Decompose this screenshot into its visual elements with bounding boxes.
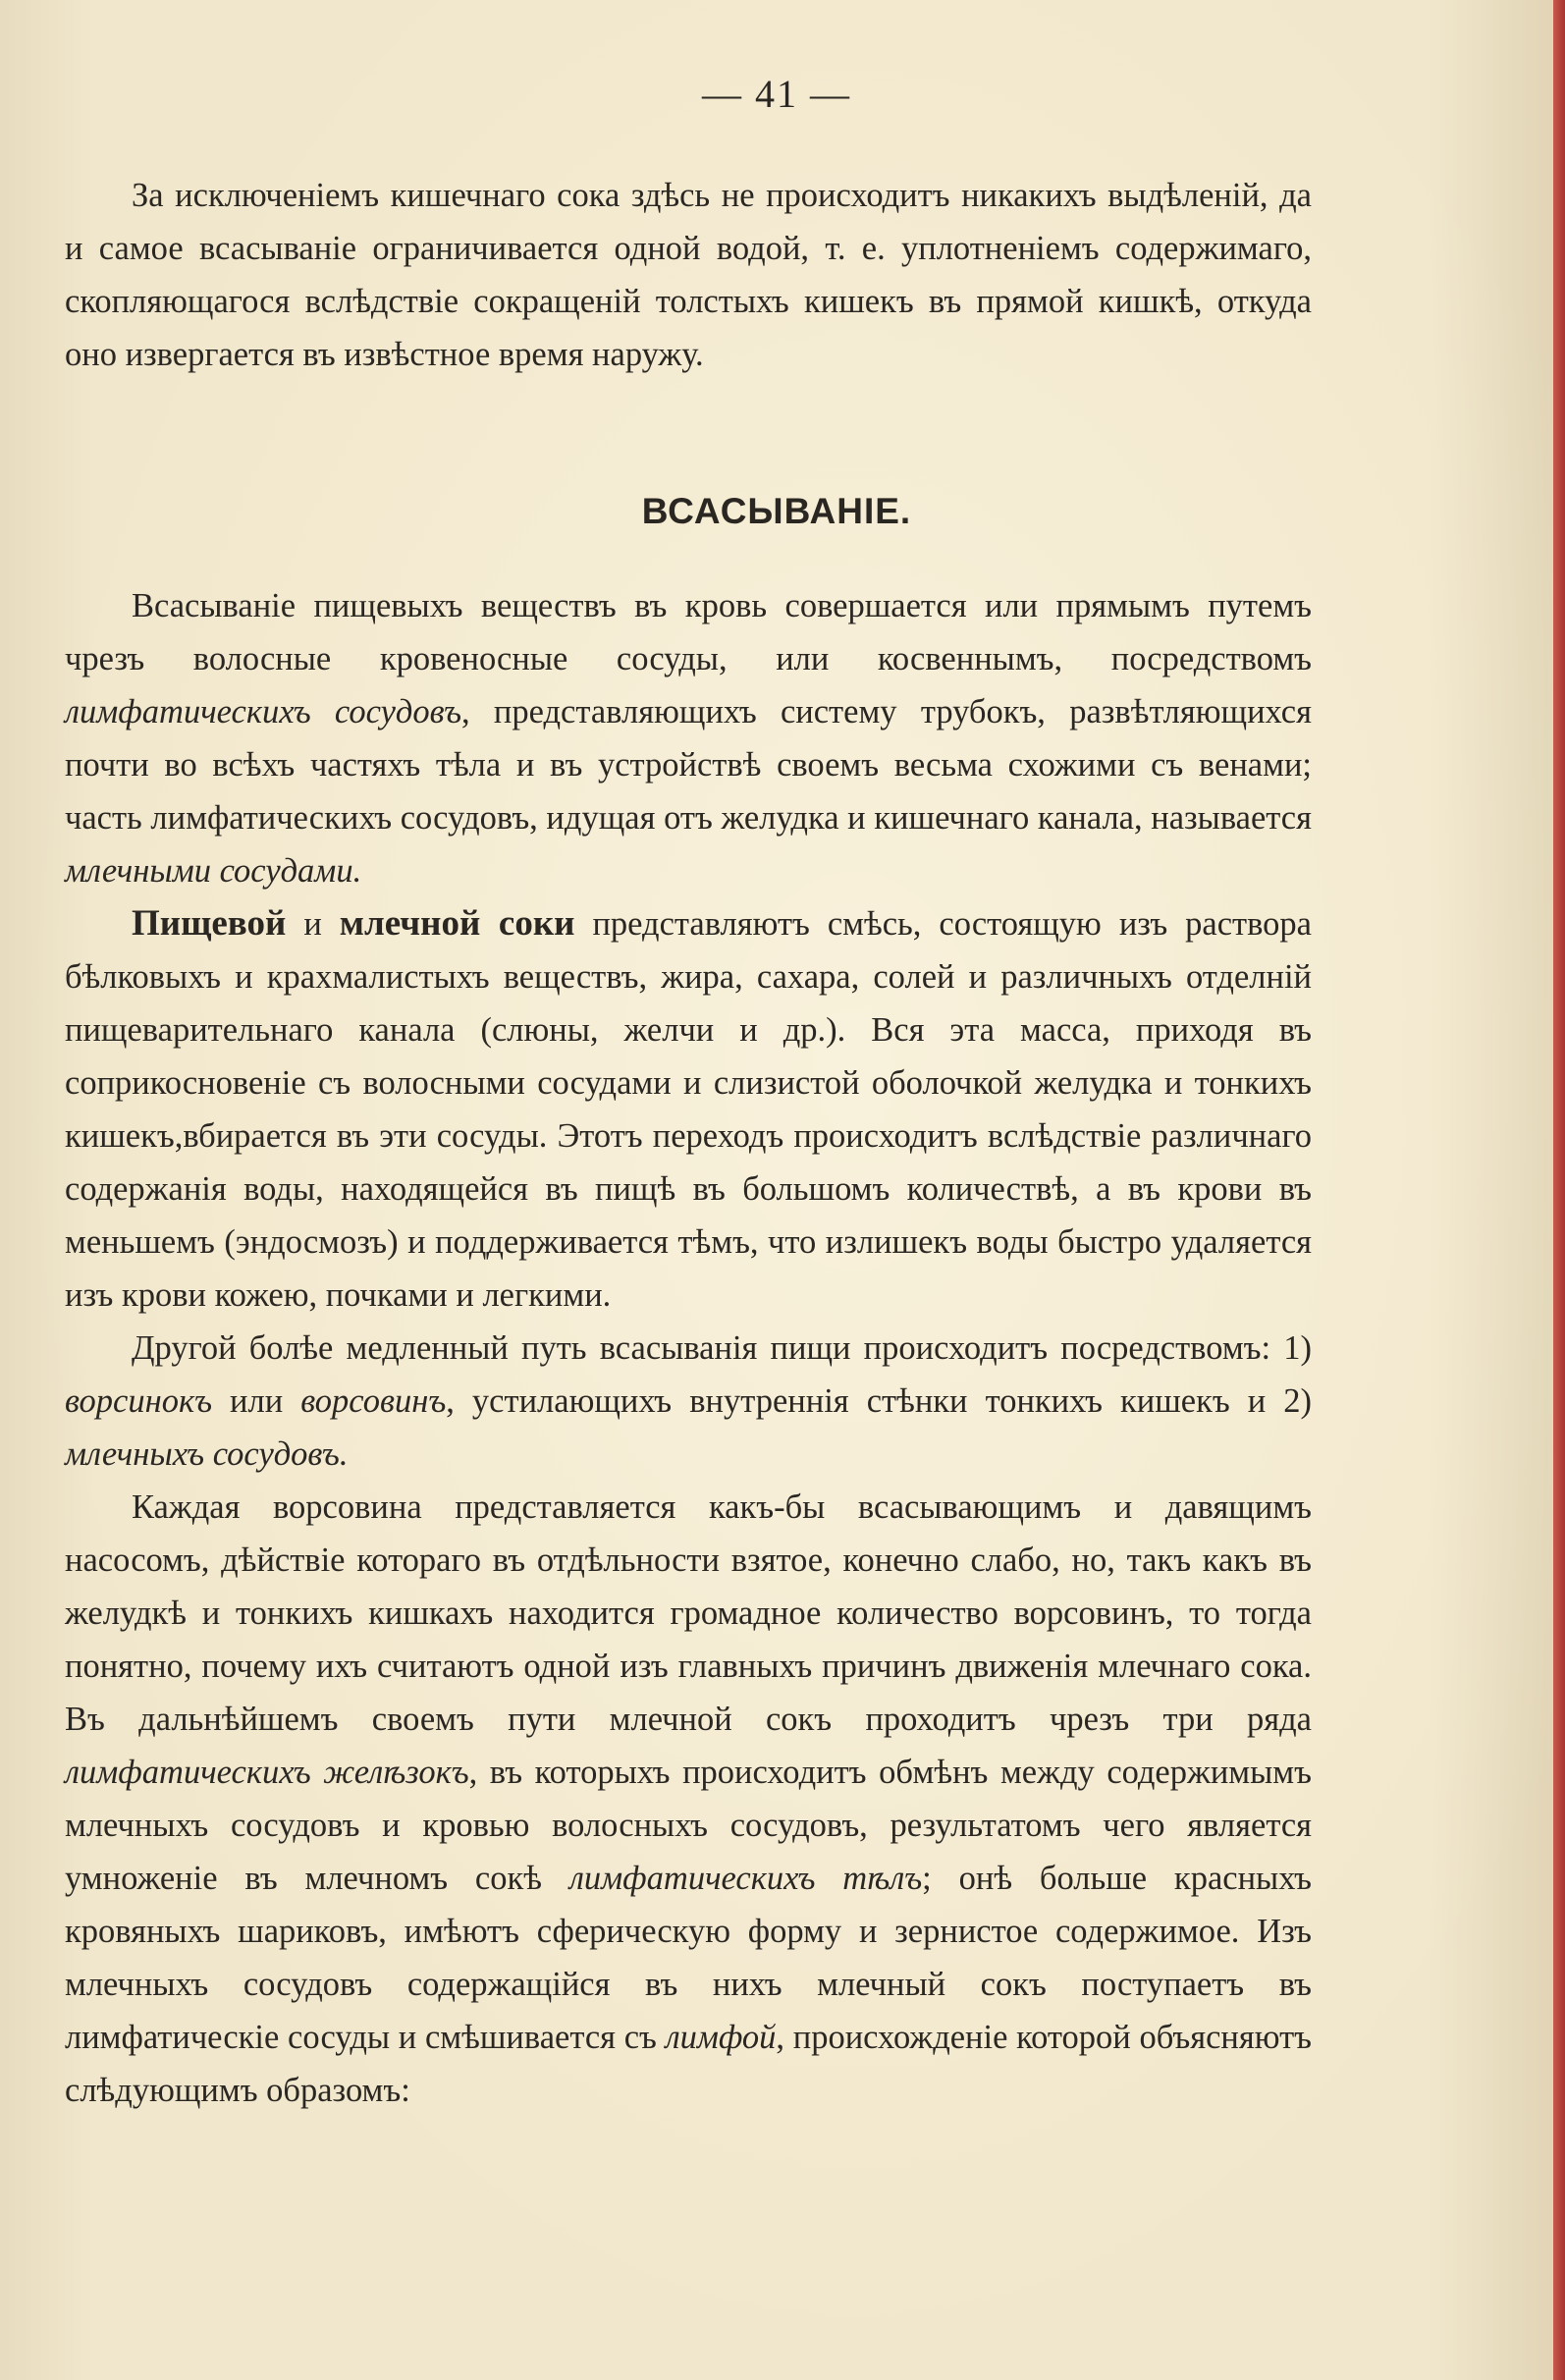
page-number: — 41 —: [702, 72, 851, 116]
intro-block: [65, 169, 1312, 381]
paragraph-4: [65, 1481, 1312, 2117]
page-edge: [1553, 0, 1565, 2380]
intro-paragraph: За исключенiемъ кишечнаго сока здѣсь не происходитъ никакихъ выдѣленiй, да и самое всасыванiе ограничивается одной водой, т. е. уплотненiемъ содержимаго, скопляющагося вслѣдствiе сокращенiй толстыхъ кишекъ въ прямой кишкѣ, откуда оно извергается въ извѣстное время наружу.: [65, 177, 1312, 373]
p2-term-food-juice: Пищевой: [132, 903, 287, 944]
p1-term-milk-vessels: млечными сосудами.: [65, 852, 362, 890]
p1-term-lymph-vessels: лимфатическихъ сосудовъ: [65, 693, 462, 730]
p2-text-b: и: [286, 905, 340, 943]
p2-term-milk-juice: млечной соки: [339, 903, 575, 944]
p3-text-c: или: [212, 1382, 301, 1420]
p4-term-lymph: лимфой: [665, 2019, 777, 2056]
paragraph-3: [65, 1322, 1312, 1481]
p3-text-a: Другой болѣе медленный путь всасыванiя пищи происходитъ посредствомъ: 1): [132, 1329, 1312, 1367]
p4-text-e: ; онѣ больше красныхъ кровяныхъ шариковъ, имѣютъ сферическую форму и зернистое содержимое. Изъ млечныхъ сосудовъ содержащiйся въ нихъ млечный сокъ поступаетъ въ лимфатическiе сосуды и смѣшивается съ: [65, 1860, 1312, 2056]
p4-term-lymph-glands: лимфатическихъ желѣзокъ: [65, 1754, 469, 1791]
p3-term-villi-2: ворсовинъ: [300, 1382, 447, 1420]
p2-text-d: представляютъ смѣсь, состоящую изъ раствора бѣлковыхъ и крахмалистыхъ веществъ, жира, сахара, солей и различныхъ отделнiй пищеварительнаго канала (слюны, желчи и др.). Вся эта масса, приходя въ соприкосновенiе съ волосными сосудами и слизистой оболочкой желудка и тонкихъ кишекъ,вбирается въ эти сосуды. Этотъ переходъ происходитъ вслѣдствiе различнаго содержанiя воды, находящейся въ пищѣ въ большомъ количествѣ, а въ крови въ меньшемъ (эндосмозъ) и поддерживается тѣмъ, что излишекъ воды быстро удаляется изъ крови кожею, почками и легкими.: [65, 905, 1312, 1314]
p4-text-a: Каждая ворсовина представляется какъ-бы всасывающимъ и давящимъ насосомъ, дѣйствiе котораго въ отдѣльности взятое, конечно слабо, но, такъ какъ въ желудкѣ и тонкихъ кишкахъ находится громадное количество ворсовинъ, то тогда понятно, почему ихъ считаютъ одной изъ главныхъ причинъ движенiя млечнаго сока. Въ дальнѣйшемъ своемъ пути млечной сокъ проходитъ чрезъ три ряда: [65, 1488, 1312, 1738]
p1-text-c: , представляющихъ систему трубокъ, развѣтляющихся почти во всѣхъ частяхъ тѣла и въ устройствѣ своемъ весьма схожими съ венами; часть лимфатическихъ сосудовъ, идущая отъ желудка и кишечнаго канала, называется: [65, 693, 1312, 837]
p4-term-lymph-bodies: лимфатическихъ тѣлъ: [568, 1860, 923, 1897]
paragraph-1: [65, 579, 1312, 897]
p1-text-a: Всасыванiе пищевыхъ веществъ въ кровь совершается или прямымъ путемъ чрезъ волосные кровеносные сосуды, или косвеннымъ, посредствомъ: [65, 587, 1312, 677]
p3-text-e: , устилающихъ внутреннiя стѣнки тонкихъ кишекъ и 2): [446, 1382, 1312, 1420]
section-heading: ВСАСЫВАНIЕ.: [641, 491, 912, 531]
p3-term-milk-vessels: млечныхъ сосудовъ.: [65, 1435, 349, 1473]
p4-text-g: , происхожденiе которой объясняютъ слѣдующимъ образомъ:: [65, 2019, 1312, 2109]
p4-text-c: , въ которыхъ происходитъ обмѣнъ между содержимымъ млечныхъ сосудовъ и кровью волосныхъ сосудовъ, результатомъ чего является умноженiе въ млечномъ сокѣ: [65, 1754, 1312, 1897]
paragraph-2: [65, 897, 1312, 1322]
section-body: [65, 579, 1312, 2117]
p3-term-villi-1: ворсинокъ: [65, 1382, 212, 1420]
